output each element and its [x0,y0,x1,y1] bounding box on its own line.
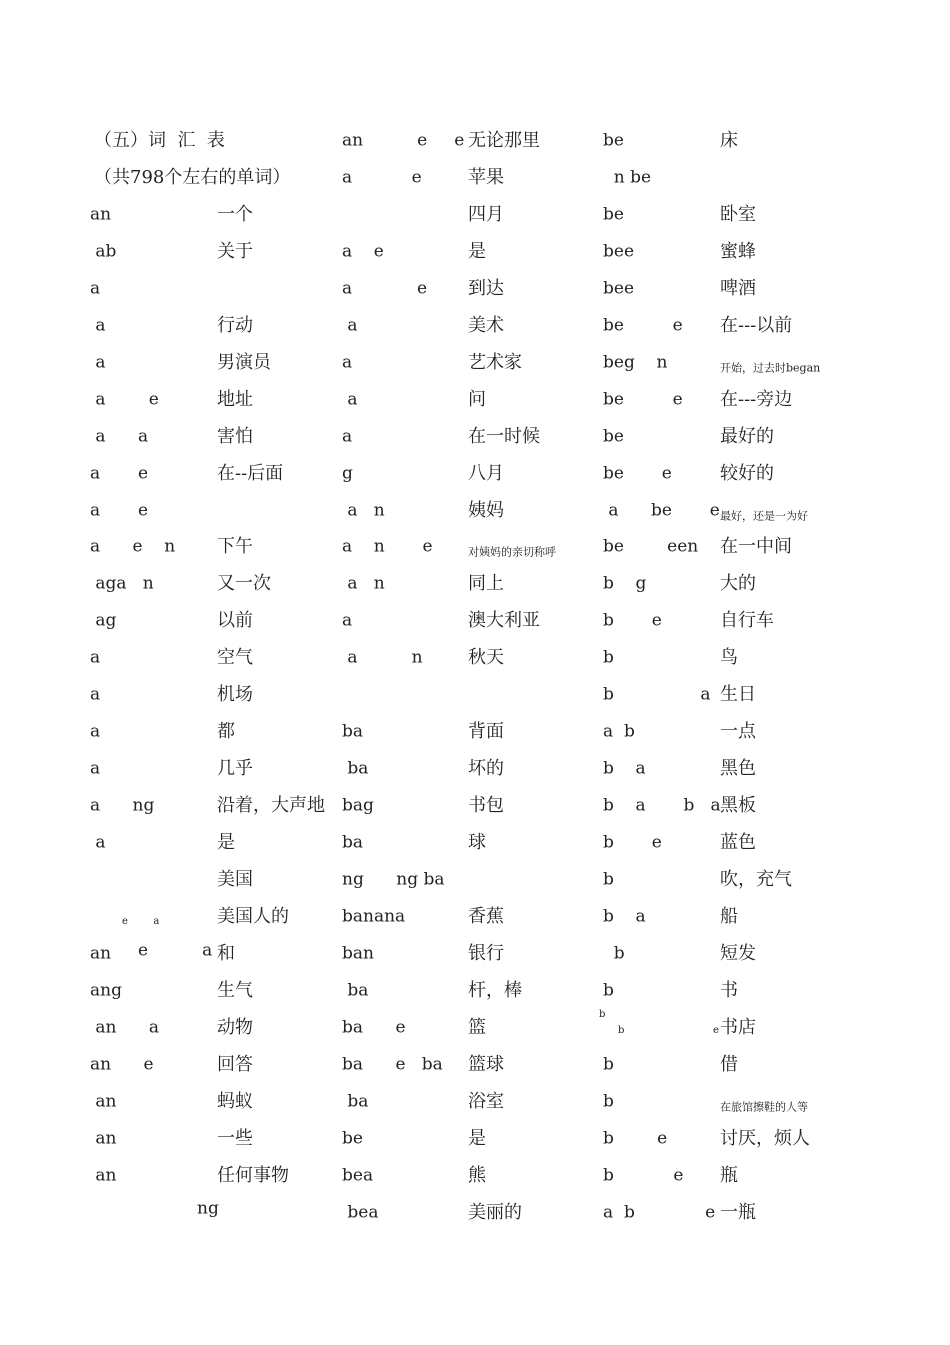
word-chinese: 又一次 [217,573,271,595]
word-chinese: 害怕 [217,425,253,447]
word-english: an [90,1128,117,1149]
word-chinese: 最好的 [720,425,774,447]
word-chinese: 下午 [217,536,253,558]
word-chinese: 生气 [217,979,253,1001]
word-chinese: 一些 [217,1127,253,1149]
word-english: b a [603,906,646,927]
fragment-text: b [599,1009,606,1020]
word-english: an [90,943,112,964]
word-chinese: 黑板 [720,795,756,817]
word-chinese: 都 [217,721,235,743]
word-chinese: 背面 [468,721,504,743]
word-english: ng ng ba [342,869,445,890]
word-english: an [90,204,112,225]
word-english: a n [342,573,385,594]
word-english: b [603,647,614,668]
word-chinese: 瓶 [720,1164,738,1186]
word-english: a a [90,426,149,447]
word-chinese: 姨妈 [468,499,504,521]
word-chinese: 关于 [217,240,253,262]
word-chinese: 和 [217,942,235,964]
word-english: banana [342,906,406,927]
word-chinese: 鸟 [720,647,738,669]
word-english: g [342,463,353,484]
word-chinese: 美国人的 [217,905,289,927]
word-chinese: 机场 [217,684,253,706]
word-english: a e n [90,536,176,557]
word-english: ban [342,943,374,964]
word-english: be [342,1128,363,1149]
word-chinese: 篮球 [468,1053,504,1075]
word-english: a [90,315,106,336]
word-chinese: 卧室 [720,203,756,225]
word-chinese: 在---以前 [720,314,793,336]
fragment-text: e a [138,940,213,961]
word-chinese: 一个 [217,203,253,225]
word-chinese: 黑色 [720,758,756,780]
word-english: ba [342,721,364,742]
word-english: b a [603,758,646,779]
word-chinese: 香蕉 [468,905,504,927]
word-chinese: 船 [720,905,738,927]
word-english: a [90,721,101,742]
word-chinese: 男演员 [217,351,271,373]
word-english: a ng [90,795,155,816]
word-chinese: 几乎 [217,758,253,780]
word-chinese: 在--后面 [217,462,284,484]
word-chinese: 艺术家 [468,351,522,373]
word-chinese: 以前 [217,610,253,632]
word-chinese: 美丽的 [468,1201,522,1223]
word-chinese: 一点 [720,721,756,743]
word-english: bag [342,795,374,816]
word-chinese: 吹，充气 [720,869,792,890]
word-english: a [342,426,353,447]
word-english: be een [603,536,699,557]
word-english: be e [603,315,683,336]
word-chinese: 在一时候 [468,425,540,447]
word-english: a [342,352,353,373]
word-english: b e [603,1128,668,1149]
word-english: ba [342,758,369,779]
word-chinese: 书包 [468,795,504,817]
word-english: b e [603,1165,684,1186]
word-english: a [90,647,101,668]
word-chinese: 秋天 [468,647,504,669]
word-chinese: 自行车 [720,610,774,632]
section-subtitle: （共798个左右的单词） [94,167,291,188]
word-chinese: 开始，过去时began [720,361,821,375]
fragment-text: e a [122,916,160,927]
word-english: b [603,1091,614,1112]
word-chinese: 无论那里 [468,130,540,151]
word-english: a [90,352,106,373]
word-chinese: 蓝色 [720,832,756,854]
word-english: ag [90,610,117,631]
word-chinese: 是 [468,1127,486,1149]
word-chinese: 较好的 [720,462,774,484]
word-chinese: 是 [468,240,486,262]
word-english: a be e [603,500,720,520]
word-english: n be [603,167,652,188]
word-english: ab [90,241,117,262]
word-english: an a [90,1017,160,1038]
word-english: an e e [342,130,465,151]
word-chinese: 苹果 [468,166,504,188]
word-chinese: 在---旁边 [720,388,793,410]
word-chinese: 沿着，大声地 [217,795,325,817]
word-chinese: 地址 [217,388,253,410]
word-english: a [90,684,101,705]
word-english: b a [603,684,711,705]
word-english: b a b a [603,795,721,816]
word-english: aga n [90,573,154,594]
word-english: a e [90,500,149,520]
word-english: an e [90,1054,154,1075]
word-chinese: 美术 [468,314,504,336]
word-english: a [90,758,101,779]
word-english: ba [342,980,369,1001]
word-english: a [90,278,101,299]
word-chinese: 短发 [720,942,756,964]
word-english: b [603,943,625,964]
word-chinese: 蜜蜂 [720,240,756,262]
word-chinese: 熊 [468,1164,486,1186]
word-english: b g [603,573,647,594]
word-chinese: 最好，还是一为好 [720,509,808,522]
word-chinese: 美国 [217,869,253,890]
word-chinese: 啤酒 [720,277,756,299]
word-english: bea [342,1202,379,1223]
word-english: a n [342,500,385,520]
word-chinese: 银行 [468,942,504,964]
fragment-text: ng [197,1198,219,1219]
word-chinese: 行动 [217,314,253,336]
word-english: bea [342,1165,374,1186]
fragment-text: b [618,1025,625,1036]
word-english: be [603,426,624,447]
word-chinese: 一瓶 [720,1201,756,1223]
word-english: b [603,869,614,890]
word-chinese: 动物 [217,1016,253,1038]
word-chinese: 四月 [468,203,504,225]
word-english: b e [603,832,662,853]
word-english: a n [342,647,423,668]
word-chinese: 球 [468,832,486,854]
word-english: a [342,389,358,410]
word-english: a [342,315,358,336]
word-chinese: 杆，棒 [468,979,522,1001]
fragment-text: e [713,1025,719,1036]
word-english: b e [603,610,662,631]
word-chinese: 对姨妈的亲切称呼 [468,545,556,559]
word-english: a e [342,278,428,299]
word-chinese: 坏的 [468,758,504,780]
word-chinese: 在旅馆擦鞋的人等 [720,1100,808,1114]
word-chinese: 书 [720,979,738,1001]
word-english: a e [342,241,384,262]
word-english: ba e [342,1017,406,1038]
word-english: be e [603,389,683,410]
word-chinese: 床 [720,130,738,151]
word-chinese: 讨厌，烦人 [720,1127,810,1149]
word-chinese: 问 [468,388,486,410]
word-english: ba e ba [342,1054,443,1075]
word-english: an [90,1091,117,1112]
section-title: （五）词 汇 表 [94,130,225,151]
word-english: ba [342,832,364,853]
word-chinese: 生日 [720,684,756,706]
word-chinese: 到达 [468,277,504,299]
word-chinese: 借 [720,1053,738,1075]
word-english: b [603,1054,614,1075]
word-english: beg n [603,352,668,373]
word-english: ang [90,980,122,1001]
word-chinese: 是 [217,832,235,854]
word-english: a [90,832,106,853]
word-chinese: 篮 [468,1016,486,1038]
word-english: b [603,980,614,1001]
word-english: an [90,1165,117,1186]
word-english: a b e [603,1202,716,1223]
word-chinese: 八月 [468,462,504,484]
word-chinese: 在一中间 [720,536,792,558]
word-english: bee [603,278,635,299]
word-english: bee [603,241,635,262]
word-chinese: 同上 [468,573,504,595]
word-chinese: 回答 [217,1053,253,1075]
word-chinese: 大的 [720,573,756,595]
word-chinese: 任何事物 [217,1164,289,1186]
word-english: a e [90,389,159,410]
word-chinese: 浴室 [468,1090,504,1112]
word-english: be [603,130,624,151]
word-english: a e [90,463,149,484]
word-english: a [342,610,353,631]
word-chinese: 空气 [217,647,253,669]
word-english: ba [342,1091,369,1112]
word-english: be e [603,463,672,484]
word-english: a b [603,721,635,742]
word-english: a n e [342,536,433,557]
word-english: a e [342,167,422,188]
word-english: be [603,204,624,225]
word-chinese: 蚂蚁 [217,1090,253,1112]
word-chinese: 澳大利亚 [468,610,540,632]
word-chinese: 书店 [720,1016,756,1038]
